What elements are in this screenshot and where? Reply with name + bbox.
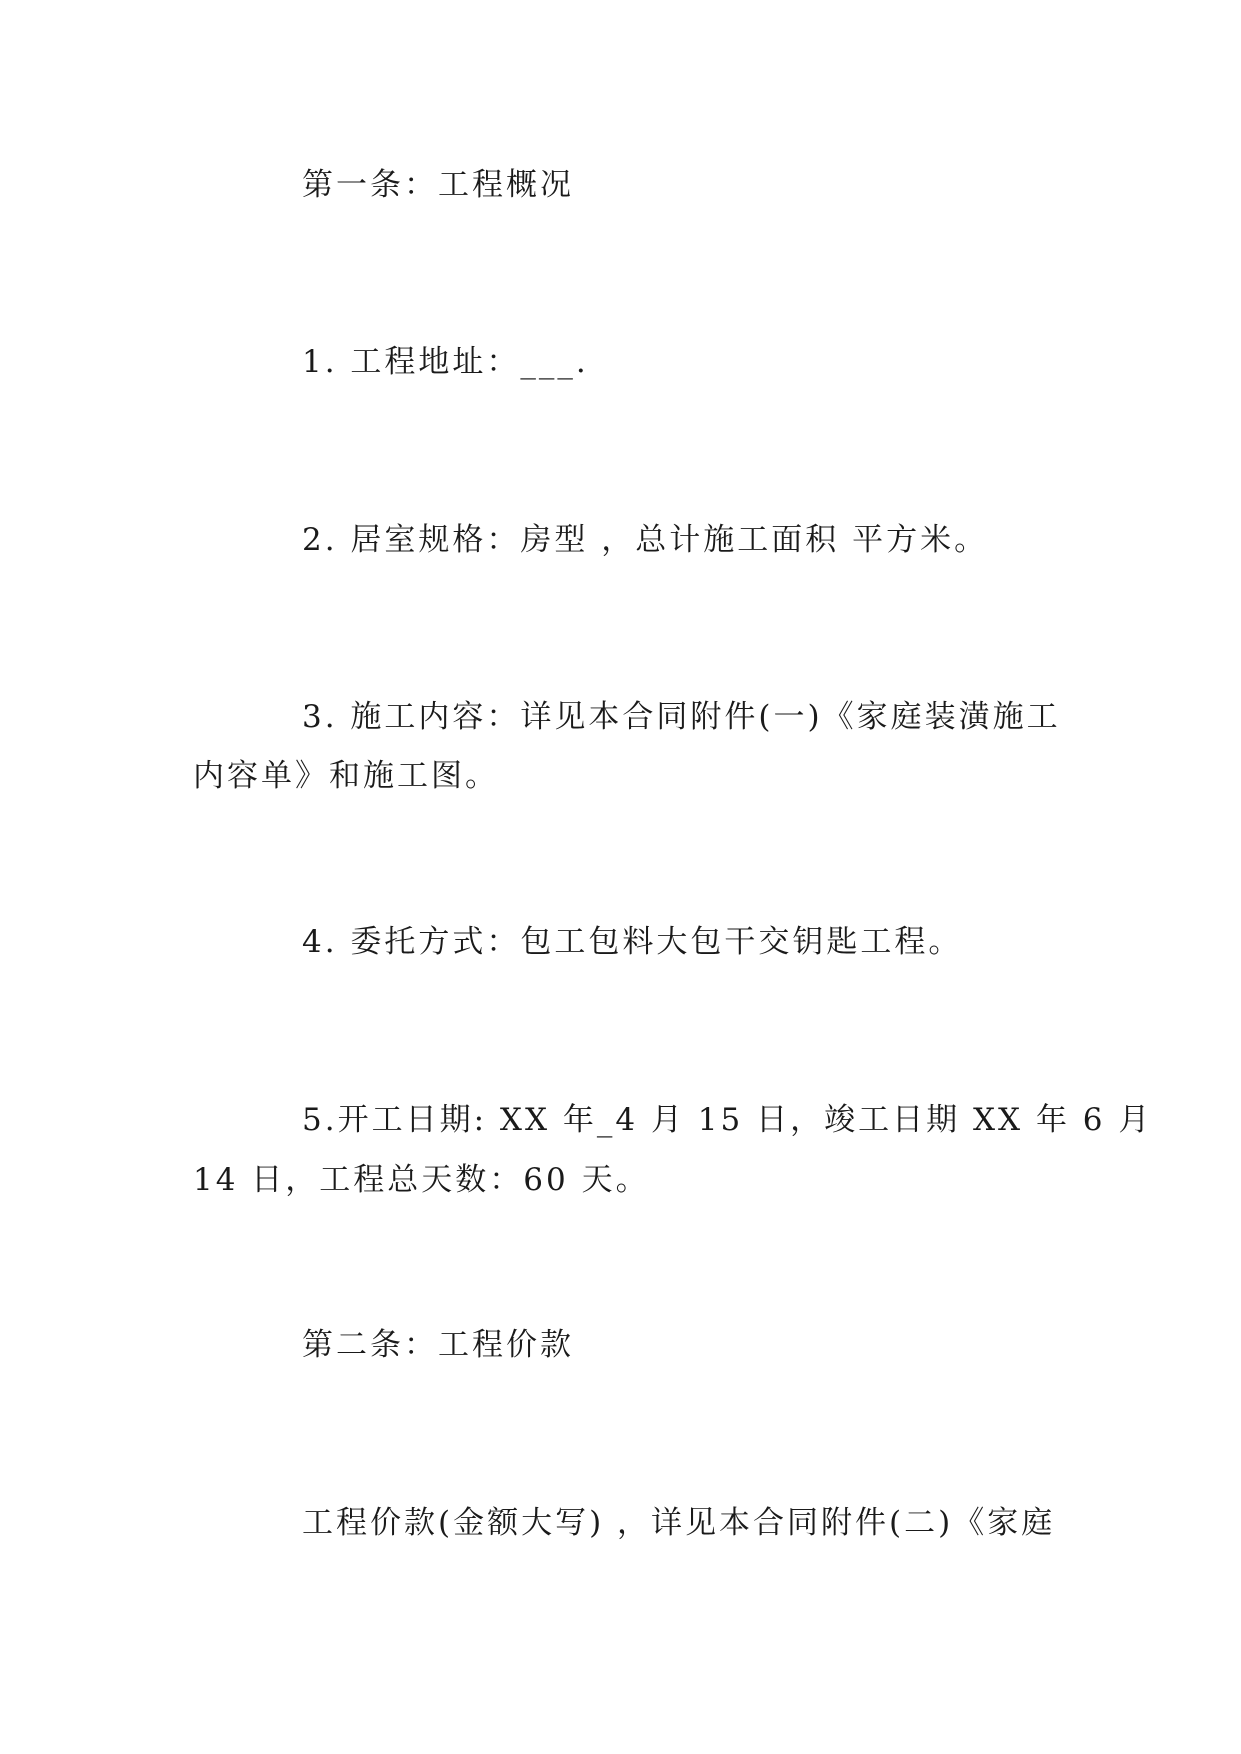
item-3-content-line-1: 3. 施工内容：详见本合同附件(一)《家庭装潢施工 xyxy=(302,699,1061,735)
item-2-room-spec: 2. 居室规格：房型 ，总计施工面积 平方米。 xyxy=(302,522,989,558)
item-3-content-line-2: 内容单》和施工图。 xyxy=(193,758,499,794)
item-5-dates-line-2: 14 日，工程总天数：60 天。 xyxy=(193,1162,650,1198)
item-5-dates-line-1: 5.开工日期: XX 年_4 月 15 日，竣工日期 XX 年 6 月 xyxy=(302,1102,1153,1138)
section-heading-1: 第一条：工程概况 xyxy=(302,167,574,203)
section-heading-2: 第二条：工程价款 xyxy=(302,1327,574,1363)
item-4-delegation: 4. 委托方式：包工包料大包干交钥匙工程。 xyxy=(302,924,963,960)
item-1-address: 1. 工程地址：___. xyxy=(302,344,589,380)
price-paragraph-line-1: 工程价款(金额大写) ，详见本合同附件(二)《家庭 xyxy=(302,1505,1056,1541)
